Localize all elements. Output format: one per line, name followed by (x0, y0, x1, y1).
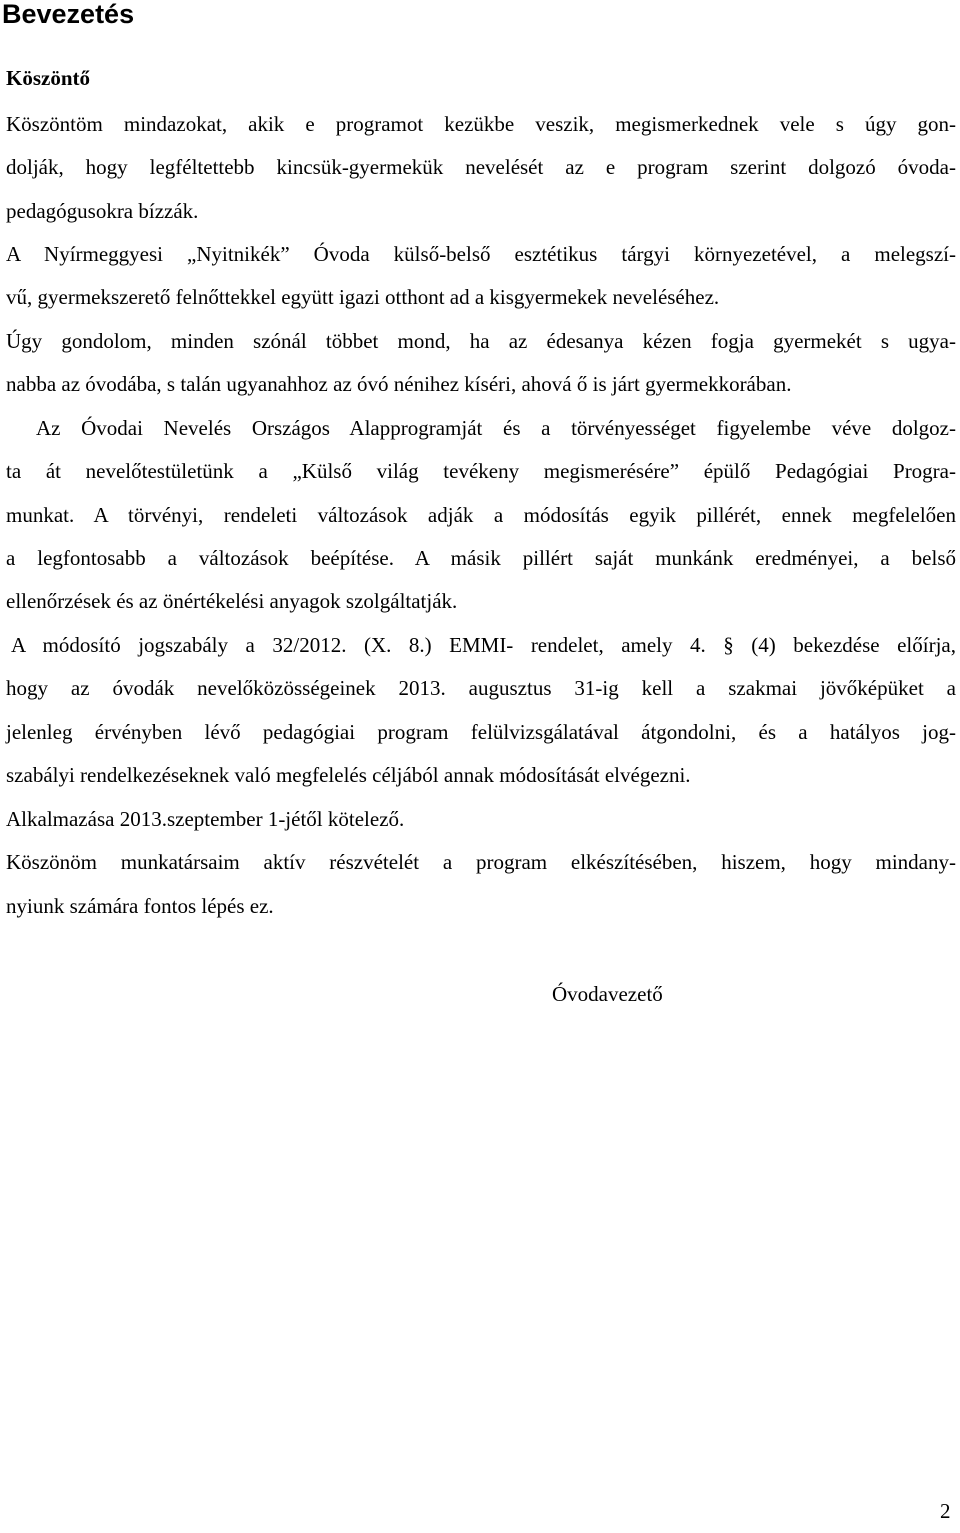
body-text-line: szabályi rendelkezéseknek való megfelelés céljából annak módosítását elvégezni. (6, 763, 691, 787)
body-text-line: A Nyírmeggyesi „Nyitnikék” Óvoda külső-belső esztétikus tárgyi környezetével, a melegszí- (6, 242, 956, 266)
body-text-line: Köszöntöm mindazokat, akik e programot kezükbe veszik, megismerkednek vele s úgy gon- (6, 112, 956, 136)
body-text-line: a legfontosabb a változások beépítése. A másik pillért saját munkánk eredményei, a belső (6, 546, 956, 570)
page-number: 2 (940, 1499, 951, 1523)
body-text-line: Az Óvodai Nevelés Országos Alapprogramját és a törvényességet figyelembe véve dolgoz- (36, 416, 956, 440)
body-text-line: vű, gyermekszerető felnőttekkel együtt igazi otthont ad a kisgyermekek neveléséhez. (6, 285, 720, 309)
document-title: Bevezetés (2, 0, 135, 29)
body-text-line: hogy az óvodák nevelőközösségeinek 2013. augusztus 31-ig kell a szakmai jövőképüket a (6, 676, 956, 700)
section-heading: Köszöntő (6, 66, 90, 90)
body-text-line: pedagógusokra bízzák. (6, 199, 199, 223)
body-text-line: Alkalmazása 2013.szeptember 1-jétől kötelező. (6, 807, 405, 831)
body-text-line: dolják, hogy legféltettebb kincsük-gyermekük nevelését az e program szerint dolgozó óvoda- (6, 155, 956, 179)
signature-title: Óvodavezető (552, 982, 663, 1006)
body-text-line: jelenleg érvényben lévő pedagógiai program felülvizsgálatával átgondolni, és a hatályos jog- (6, 720, 956, 744)
body-text-line: ta át nevelőtestületünk a „Külső világ tevékeny megismerésére” épülő Pedagógiai Progra- (6, 459, 956, 483)
body-text-line: nabba az óvodába, s talán ugyanahhoz az óvó nénihez kíséri, ahová ő is járt gyermekkorában. (6, 372, 792, 396)
body-text-line: ellenőrzések és az önértékelési anyagok szolgáltatják. (6, 589, 458, 613)
body-text-line: A módosító jogszabály a 32/2012. (X. 8.) EMMI- rendelet, amely 4. § (4) bekezdése előírja, (11, 633, 956, 657)
body-text-line: Köszönöm munkatársaim aktív részvételét a program elkészítésében, hiszem, hogy mindany- (6, 850, 956, 874)
body-text-line: nyiunk számára fontos lépés ez. (6, 894, 274, 918)
body-text-line: munkat. A törvényi, rendeleti változások adják a módosítás egyik pillérét, ennek megfelelően (6, 503, 956, 527)
body-text-line: Úgy gondolom, minden szónál többet mond, ha az édesanya kézen fogja gyermekét s ugya- (6, 329, 956, 353)
